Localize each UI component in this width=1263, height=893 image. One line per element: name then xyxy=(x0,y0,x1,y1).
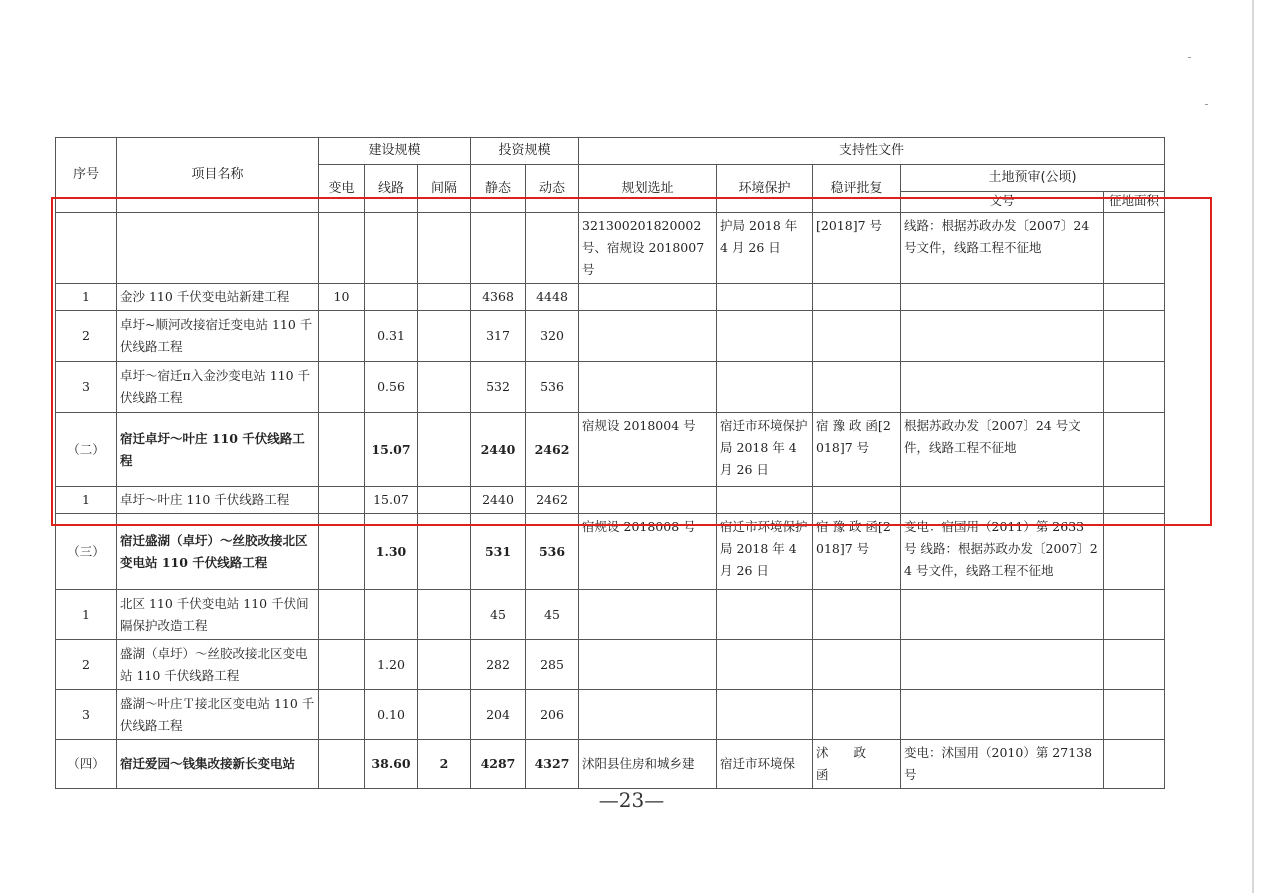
cell-planning xyxy=(579,690,717,740)
scan-speck xyxy=(1205,104,1208,105)
cell-bay xyxy=(418,640,471,690)
cell-no: （三） xyxy=(56,514,117,590)
cell-line: 15.07 xyxy=(365,487,418,514)
cell-stability xyxy=(813,640,901,690)
table-row xyxy=(56,640,1165,690)
header-line: 线路 xyxy=(365,165,418,213)
cell-static: 4368 xyxy=(471,284,526,311)
cell-environment xyxy=(717,640,813,690)
cell-line: 0.10 xyxy=(365,690,418,740)
cell-stability xyxy=(813,690,901,740)
cell-substation: 10 xyxy=(319,284,365,311)
cell-planning: 321300201820002 号、宿规设 2018007 号 xyxy=(579,213,717,284)
header-investment-scale: 投资规模 xyxy=(471,138,579,165)
cell-stability: 宿 豫 政 函[2018]7 号 xyxy=(813,413,901,487)
cell-doc-no: 变电：沭国用（2010）第 27138 号 xyxy=(901,740,1104,789)
cell-substation xyxy=(319,640,365,690)
cell-doc-no: 线路：根据苏政办发〔2007〕24 号文件，线路工程不征地 xyxy=(901,213,1104,284)
header-construction-scale: 建设规模 xyxy=(319,138,471,165)
cell-land-area xyxy=(1104,740,1165,789)
cell-stability: 宿 豫 政 函[2018]7 号 xyxy=(813,514,901,590)
cell-static: 2440 xyxy=(471,413,526,487)
header-land-area: 征地面积 xyxy=(1104,192,1165,213)
cell-substation xyxy=(319,690,365,740)
cell-static: 45 xyxy=(471,590,526,640)
cell-substation xyxy=(319,590,365,640)
cell-environment: 宿迁市环境保 xyxy=(717,740,813,789)
cell-name: 宿迁卓圩～叶庄 110 千伏线路工程 xyxy=(117,413,319,487)
header-land-pre: 土地预审(公顷) xyxy=(901,165,1165,192)
cell-no: 3 xyxy=(56,690,117,740)
page-edge xyxy=(1252,0,1254,893)
cell-no: （二） xyxy=(56,413,117,487)
cell-dynamic: 536 xyxy=(526,514,579,590)
cell-no: 3 xyxy=(56,362,117,413)
cell-doc-no xyxy=(901,690,1104,740)
cell-environment xyxy=(717,690,813,740)
cell-name: 卓圩~顺河改接宿迁变电站 110 千伏线路工程 xyxy=(117,311,319,362)
cell-substation xyxy=(319,740,365,789)
table-row xyxy=(56,590,1165,640)
header-xuhao: 序号 xyxy=(56,138,117,213)
cell-bay xyxy=(418,590,471,640)
cell-static: 531 xyxy=(471,514,526,590)
cell-planning xyxy=(579,640,717,690)
cell-dynamic: 285 xyxy=(526,640,579,690)
cell-land-area xyxy=(1104,590,1165,640)
cell-dynamic: 4448 xyxy=(526,284,579,311)
cell-name: 盛湖（卓圩）～丝胶改接北区变电站 110 千伏线路工程 xyxy=(117,640,319,690)
highlight-box xyxy=(51,197,1212,526)
cell-no: 2 xyxy=(56,640,117,690)
header-project-name: 项目名称 xyxy=(117,138,319,213)
cell-bay xyxy=(418,690,471,740)
cell-environment xyxy=(717,590,813,640)
header-support-docs: 支持性文件 xyxy=(579,138,1165,165)
cell-planning xyxy=(579,590,717,640)
cell-name: 北区 110 千伏变电站 110 千伏间隔保护改造工程 xyxy=(117,590,319,640)
cell-land-area xyxy=(1104,690,1165,740)
cell-planning: 宿规设 2018004 号 xyxy=(579,413,717,487)
header-planning: 规划选址 xyxy=(579,165,717,213)
cell-environment: 宿迁市环境保护局 2018 年 4 月 26 日 xyxy=(717,514,813,590)
cell-stability: 沭 政 函 xyxy=(813,740,901,789)
cell-name: 金沙 110 千伏变电站新建工程 xyxy=(117,284,319,311)
cell-line: 1.30 xyxy=(365,514,418,590)
header-environment: 环境保护 xyxy=(717,165,813,213)
cell-static: 317 xyxy=(471,311,526,362)
cell-doc-no xyxy=(901,640,1104,690)
cell-dynamic: 2462 xyxy=(526,413,579,487)
cell-line: 0.31 xyxy=(365,311,418,362)
page-number: —23— xyxy=(598,788,665,812)
cell-name: 盛湖～叶庄Ｔ接北区变电站 110 千伏线路工程 xyxy=(117,690,319,740)
cell-static: 282 xyxy=(471,640,526,690)
cell-environment: 护局 2018 年 4 月 26 日 xyxy=(717,213,813,284)
cell-static: 4287 xyxy=(471,740,526,789)
cell-no: 1 xyxy=(56,487,117,514)
cell-name: 卓圩～宿迁π入金沙变电站 110 千伏线路工程 xyxy=(117,362,319,413)
header-row-1 xyxy=(56,138,1165,165)
header-dynamic: 动态 xyxy=(526,165,579,213)
header-substation: 变电 xyxy=(319,165,365,213)
cell-dynamic: 4327 xyxy=(526,740,579,789)
cell-name: 卓圩～叶庄 110 千伏线路工程 xyxy=(117,487,319,514)
cell-no: （四） xyxy=(56,740,117,789)
cell-no: 2 xyxy=(56,311,117,362)
cell-line: 38.60 xyxy=(365,740,418,789)
cell-land-area xyxy=(1104,640,1165,690)
header-static: 静态 xyxy=(471,165,526,213)
scan-speck xyxy=(1188,57,1191,58)
cell-line xyxy=(365,590,418,640)
cell-name: 宿迁盛湖（卓圩）～丝胶改接北区变电站 110 千伏线路工程 xyxy=(117,514,319,590)
cell-stability: [2018]7 号 xyxy=(813,213,901,284)
cell-line: 0.56 xyxy=(365,362,418,413)
cell-doc-no: 变电：宿国用（2011）第 2633 号 线路：根据苏政办发〔2007〕24 号文件，线路工程不征地 xyxy=(901,514,1104,590)
cell-static: 2440 xyxy=(471,487,526,514)
cell-dynamic: 320 xyxy=(526,311,579,362)
cell-environment: 宿迁市环境保护局 2018 年 4 月 26 日 xyxy=(717,413,813,487)
cell-no: 1 xyxy=(56,284,117,311)
cell-no: 1 xyxy=(56,590,117,640)
cell-doc-no: 根据苏政办发〔2007〕24 号文件，线路工程不征地 xyxy=(901,413,1104,487)
cell-dynamic: 45 xyxy=(526,590,579,640)
cell-doc-no xyxy=(901,590,1104,640)
cell-name: 宿迁爱园～钱集改接新长变电站 xyxy=(117,740,319,789)
cell-line: 15.07 xyxy=(365,413,418,487)
cell-dynamic: 536 xyxy=(526,362,579,413)
cell-static: 532 xyxy=(471,362,526,413)
cell-line: 1.20 xyxy=(365,640,418,690)
header-bay: 间隔 xyxy=(418,165,471,213)
cell-planning: 沭阳县住房和城乡建 xyxy=(579,740,717,789)
header-doc-no: 文号 xyxy=(901,192,1104,213)
cell-bay: 2 xyxy=(418,740,471,789)
cell-planning: 宿规设 2018008 号 xyxy=(579,514,717,590)
cell-stability xyxy=(813,590,901,640)
cell-dynamic: 2462 xyxy=(526,487,579,514)
header-stability: 稳评批复 xyxy=(813,165,901,213)
table-row xyxy=(56,690,1165,740)
cell-dynamic: 206 xyxy=(526,690,579,740)
cell-static: 204 xyxy=(471,690,526,740)
table-row xyxy=(56,740,1165,789)
